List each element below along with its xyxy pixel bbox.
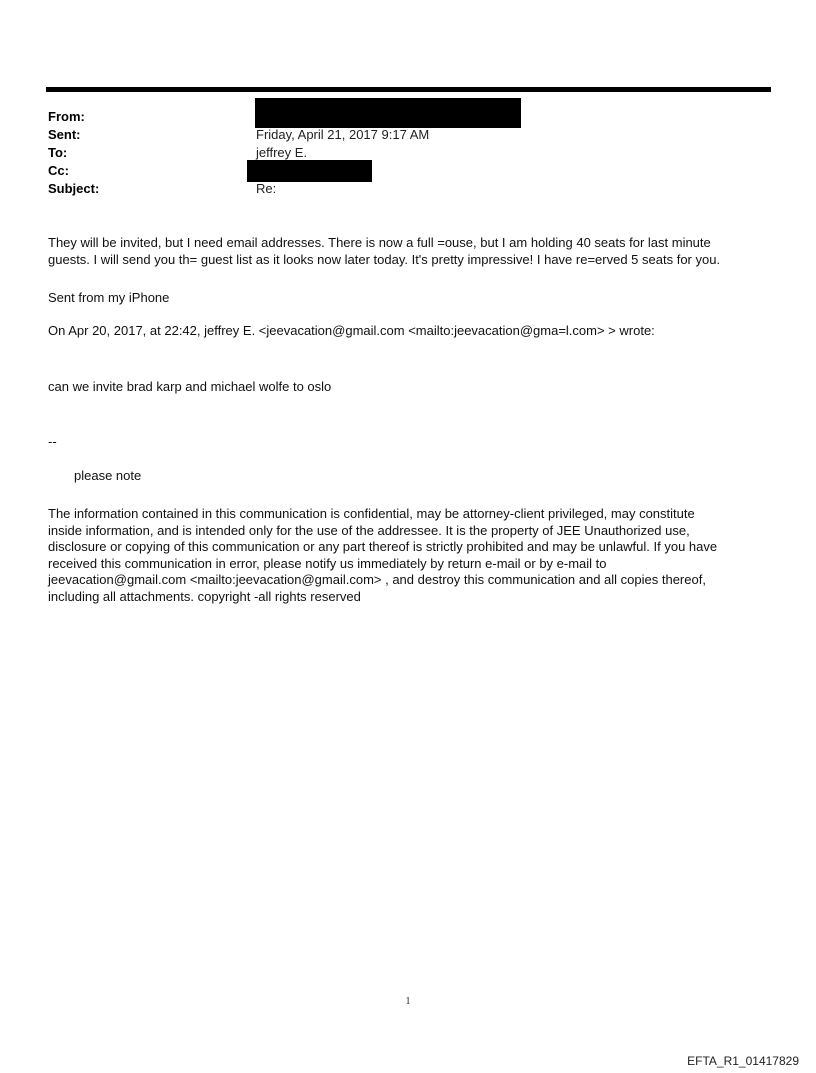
cc-redaction xyxy=(247,160,372,182)
disclaimer: The information contained in this communication is confidential, may be attorney-client privileged, may constitute inside information, and is intended only for the use of the addressee. It is the property of JEE Unauthorized use, disclosure or copying of this communication or any part thereof is strictly prohibited and may be unlawful. If you have received this communication in error, please notify us immediately by return e-mail or by e-mail to jeevacation@gmail.com <mailto:jeevacation@gmail.com> , and destroy this communication and all copies thereof, including all attachments. copyright -all rights reserved xyxy=(48,506,718,604)
from-label: From: xyxy=(48,109,85,124)
cc-label: Cc: xyxy=(48,163,69,178)
subject-value: Re: xyxy=(256,181,277,196)
to-label: To: xyxy=(48,145,68,160)
document-id: EFTA_R1_01417829 xyxy=(687,1054,799,1068)
page-number: 1 xyxy=(405,996,411,1007)
from-redaction xyxy=(255,98,521,128)
please-note: please note xyxy=(74,468,142,483)
header-rule xyxy=(46,87,771,92)
subject-label: Subject: xyxy=(48,181,100,196)
sent-label: Sent: xyxy=(48,127,81,142)
quote-header: On Apr 20, 2017, at 22:42, jeffrey E. <jeevacation@gmail.com <mailto:jeevacation@gma=l.com> > wrote: xyxy=(48,323,655,338)
sent-value: Friday, April 21, 2017 9:17 AM xyxy=(256,127,430,142)
message-paragraph: They will be invited, but I need email addresses. There is now a full =ouse, but I am holding 40 seats for last minute guests. I will send you th= guest list as it looks now later today. It's pretty impressive! I have re=erved 5 seats for you. xyxy=(48,235,721,267)
signature-separator: -- xyxy=(48,434,57,449)
to-value: jeffrey E. xyxy=(256,145,308,160)
quoted-message: can we invite brad karp and michael wolfe to oslo xyxy=(48,379,332,394)
signature-line: Sent from my iPhone xyxy=(48,290,170,305)
